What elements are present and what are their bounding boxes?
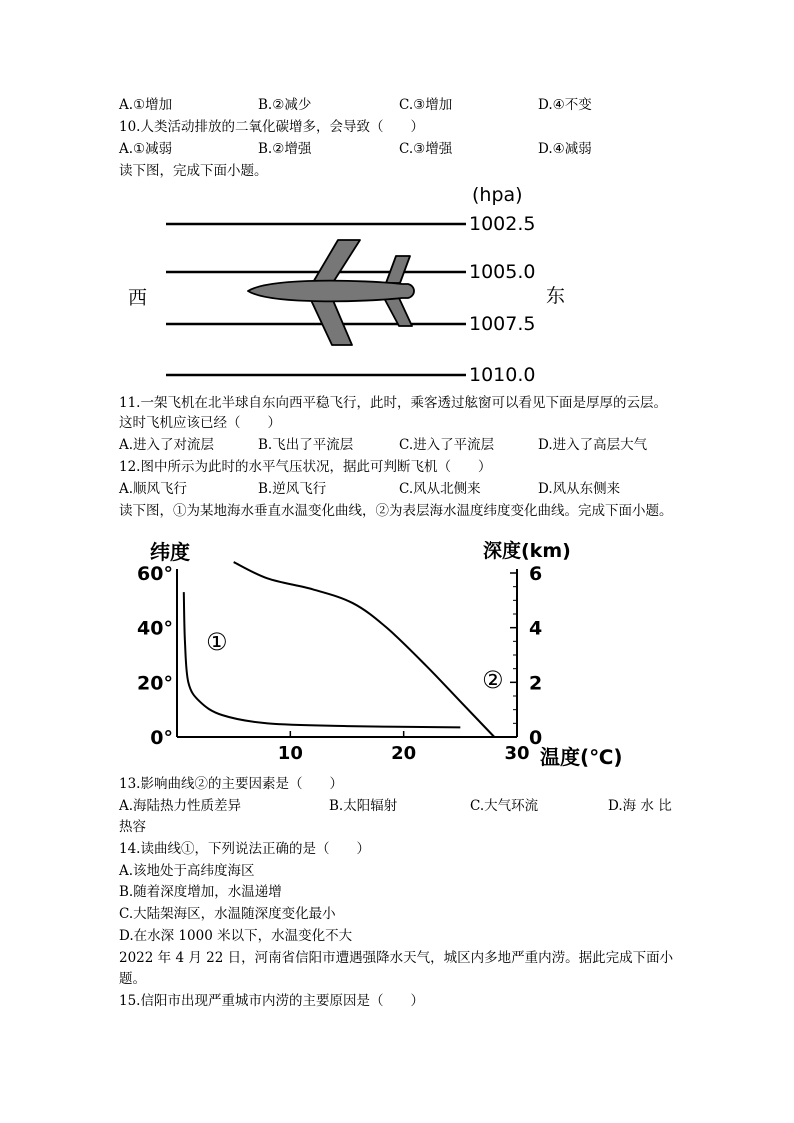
x-tick-label: 10 [277, 743, 303, 764]
y-right-tick-label: 2 [529, 672, 543, 695]
x-axis-title: 温度(℃) [540, 745, 623, 769]
q12-option-b: B.逆风飞行 [258, 481, 327, 497]
q12-option-c: C.风从北侧来 [399, 481, 481, 497]
intro-q15-line-1: 2022 年 4 月 22 日，河南省信阳市遭遇强降水天气，城区内多地严重内涝。据此完成下面小 [119, 950, 674, 966]
q10-option-a: A.①减弱 [119, 141, 173, 157]
east-label: 东 [546, 285, 566, 307]
q11-stem-line-2: 这时飞机应该已经（ ） [119, 415, 281, 431]
temperature-chart [120, 535, 630, 775]
q10-stem: 10.人类活动排放的二氧化碳增多，会导致（ ） [119, 119, 424, 135]
airplane-icon [248, 240, 414, 345]
west-label: 西 [128, 287, 148, 309]
q9-option-c: C.③增加 [399, 97, 453, 113]
y-right-tick-label: 0 [529, 727, 543, 749]
q11-option-c: C.进入了平流层 [399, 437, 495, 453]
isobar-label: 1005.0 [469, 261, 536, 283]
q12-option-d: D.风从东侧来 [538, 481, 621, 497]
y-left-tick-label: 60° [137, 563, 173, 585]
intro-q15-line-2: 题。 [119, 971, 146, 987]
q14-stem: 14.读曲线①，下列说法正确的是（ ） [119, 841, 370, 857]
q14-option-b: B.随着深度增加，水温递增 [119, 884, 282, 900]
q9-option-b: B.②减少 [258, 97, 312, 113]
q11-option-d: D.进入了高层大气 [538, 437, 648, 453]
y-left-tick-label: 0° [150, 727, 173, 749]
q13-option-d-wrap: 热容 [119, 819, 146, 835]
q12-option-a: A.顺风飞行 [119, 481, 188, 497]
q14-option-c: C.大陆架海区，水温随深度变化最小 [119, 906, 336, 922]
y-right-tick-label: 6 [529, 563, 543, 585]
q11-option-a: A.进入了对流层 [119, 437, 215, 453]
q13-option-b: B.太阳辐射 [329, 798, 398, 814]
isobar-label: 1007.5 [469, 313, 536, 335]
y-left-tick-label: 20° [137, 672, 173, 695]
series-label-1: ① [206, 628, 228, 656]
q15-stem: 15.信阳市出现严重城市内涝的主要原因是（ ） [119, 993, 424, 1009]
q10-option-c: C.③增强 [399, 141, 453, 157]
q14-option-d: D.在水深 1000 米以下，水温变化不大 [119, 928, 353, 944]
y-left-axis-title: 纬度 [150, 540, 190, 564]
q14-option-a: A.该地处于高纬度海区 [119, 863, 255, 879]
q10-option-d: D.④减弱 [538, 141, 592, 157]
intro-figure-2: 读下图，①为某地海水垂直水温变化曲线，②为表层海水温度纬度变化曲线。完成下面小题。 [119, 503, 673, 519]
y-right-tick-label: 4 [529, 617, 543, 640]
y-left-tick-label: 40° [137, 617, 173, 640]
x-tick-label: 20 [391, 743, 417, 764]
isobar-airplane-figure [120, 180, 566, 388]
q10-option-b: B.②增强 [258, 141, 312, 157]
q13-option-d: D.海 水 比 [608, 798, 672, 814]
q11-option-b: B.飞出了平流层 [258, 437, 354, 453]
intro-figure-1: 读下图，完成下面小题。 [119, 163, 268, 179]
q9-option-d: D.④不变 [538, 97, 592, 113]
q13-option-a: A.海陆热力性质差异 [119, 798, 242, 814]
isobar-label: 1010.0 [469, 364, 536, 386]
y-right-axis-title: 深度(km) [483, 540, 571, 562]
pressure-unit-label: (hpa) [472, 184, 523, 206]
q13-option-c: C.大气环流 [470, 798, 539, 814]
series-line-2 [234, 562, 495, 737]
q12-stem: 12.图中所示为此时的水平气压状况，据此可判断飞机（ ） [119, 459, 492, 475]
series-label-2: ② [482, 666, 504, 694]
isobar-label: 1002.5 [469, 213, 536, 235]
x-tick-label: 30 [504, 743, 530, 764]
q13-stem: 13.影响曲线②的主要因素是（ ） [119, 776, 343, 792]
q9-option-a: A.①增加 [119, 97, 173, 113]
q11-stem-line-1: 11.一架飞机在北半球自东向西平稳飞行，此时，乘客透过舷窗可以看见下面是厚厚的云层。 [119, 395, 667, 411]
